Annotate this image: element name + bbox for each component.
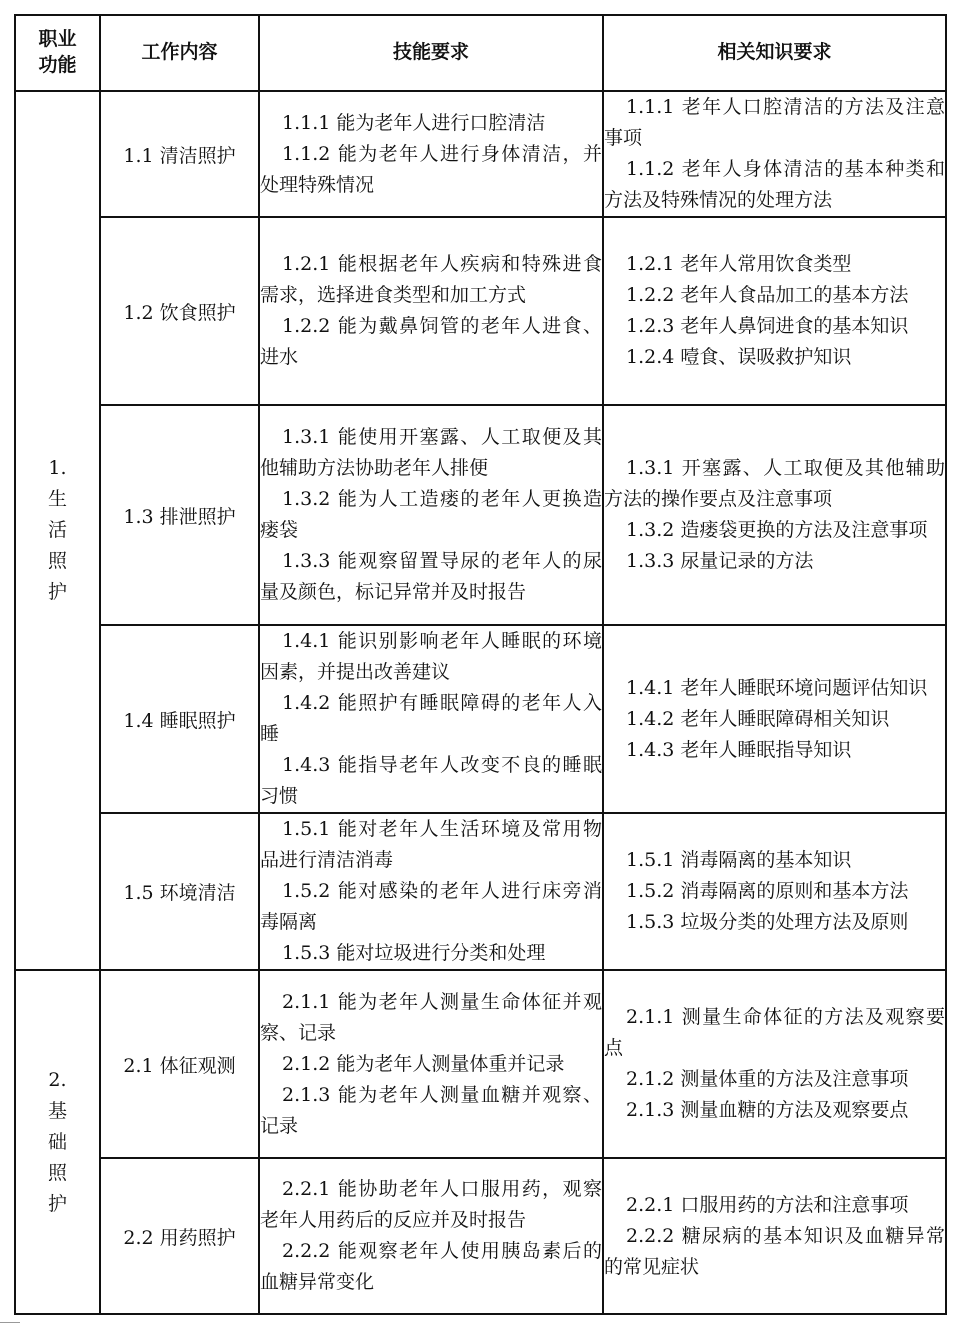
requirements-table (14, 14, 947, 1315)
skill-item: 2.1.2 能为老年人测量体重并记录 (282, 1052, 565, 1075)
function-char: 1. (48, 457, 67, 479)
knowledge-item: 1.5.1 消毒隔离的基本知识 (626, 849, 852, 871)
knowledge-cell (603, 405, 946, 625)
table-row (15, 91, 946, 217)
skill-item: 1.2.2 能为戴鼻饲管的老年人进食、进水 (260, 315, 602, 368)
skill-item: 2.2.1 能协助老年人口服用药，观察老年人用药后的反应并及时报告 (260, 1178, 602, 1231)
skill-item: 1.5.3 能对垃圾进行分类和处理 (282, 942, 546, 964)
knowledge-cell (603, 625, 946, 813)
knowledge-cell (603, 1158, 946, 1314)
function-cell-1 (15, 91, 100, 970)
knowledge-cell (603, 217, 946, 405)
knowledge-item: 1.1.1 老年人口腔清洁的方法及注意事项 (604, 96, 945, 149)
header-knowledge: 相关知识要求 (603, 15, 946, 91)
table-row (15, 813, 946, 970)
skill-cell (259, 970, 603, 1158)
knowledge-item: 1.5.3 垃圾分类的处理方法及原则 (626, 911, 909, 933)
table-row (15, 217, 946, 405)
header-work: 工作内容 (100, 15, 259, 91)
function-cell-2 (15, 970, 100, 1314)
table-row (15, 405, 946, 625)
skill-cell (259, 405, 603, 625)
knowledge-item: 1.4.2 老年人睡眠障碍相关知识 (626, 707, 890, 730)
skill-item: 1.4.3 能指导老年人改变不良的睡眠习惯 (260, 754, 602, 807)
knowledge-cell (603, 813, 946, 970)
skill-item: 1.1.2 能为老年人进行身体清洁，并处理特殊情况 (260, 142, 602, 196)
knowledge-item: 1.4.3 老年人睡眠指导知识 (626, 738, 852, 761)
knowledge-item: 2.2.1 口服用药的方法和注意事项 (626, 1193, 909, 1216)
table-row (15, 970, 946, 1158)
function-char: 基 (47, 1099, 67, 1122)
function-char: 2. (48, 1068, 67, 1091)
work-cell: 2.2 用药照护 (100, 1158, 259, 1314)
knowledge-cell (603, 91, 946, 217)
skill-item: 2.1.3 能为老年人测量血糖并观察、记录 (260, 1083, 602, 1137)
knowledge-item: 1.5.2 消毒隔离的原则和基本方法 (626, 880, 909, 902)
knowledge-item: 2.1.2 测量体重的方法及注意事项 (626, 1068, 909, 1090)
function-char: 护 (47, 581, 67, 603)
knowledge-item: 1.2.1 老年人常用饮食类型 (626, 253, 852, 275)
skill-item: 1.3.2 能为人工造瘘的老年人更换造瘘袋 (260, 488, 602, 541)
knowledge-cell (603, 970, 946, 1158)
knowledge-item: 1.3.1 开塞露、人工取便及其他辅助方法的操作要点及注意事项 (604, 457, 945, 510)
function-char: 生 (47, 488, 67, 510)
function-char: 础 (47, 1130, 67, 1153)
skill-item: 2.2.2 能观察老年人使用胰岛素后的血糖异常变化 (260, 1240, 602, 1293)
skill-item: 1.4.2 能照护有睡眠障碍的老年人入睡 (260, 692, 602, 745)
skill-item: 1.2.1 能根据老年人疾病和特殊进食需求，选择进食类型和加工方式 (260, 253, 602, 306)
knowledge-item: 2.2.2 糖尿病的基本知识及血糖异常的常见症状 (604, 1224, 945, 1278)
header-skill: 技能要求 (259, 15, 603, 91)
header-func (15, 15, 100, 91)
function-char: 护 (47, 1192, 67, 1215)
skill-item: 2.1.1 能为老年人测量生命体征并观察、记录 (260, 990, 602, 1044)
knowledge-item: 1.1.2 老年人身体清洁的基本种类和方法及特殊情况的处理方法 (604, 158, 945, 211)
knowledge-item: 2.1.1 测量生命体征的方法及观察要点 (604, 1006, 945, 1059)
function-char: 照 (47, 1161, 67, 1184)
knowledge-item: 1.3.2 造瘘袋更换的方法及注意事项 (626, 519, 928, 541)
skill-item: 1.3.3 能观察留置导尿的老年人的尿量及颜色，标记异常并及时报告 (260, 550, 602, 603)
work-cell: 1.3 排泄照护 (100, 405, 259, 625)
knowledge-item: 1.3.3 尿量记录的方法 (626, 550, 814, 572)
page-edge-mark (0, 1322, 20, 1323)
table-row (15, 1158, 946, 1314)
header-row (15, 15, 946, 91)
knowledge-item: 1.2.3 老年人鼻饲进食的基本知识 (626, 315, 909, 337)
knowledge-item: 1.2.2 老年人食品加工的基本方法 (626, 284, 909, 306)
header-func-line-1: 职业 (38, 28, 77, 51)
work-cell: 2.1 体征观测 (100, 970, 259, 1158)
header-func-line-2: 功能 (38, 54, 77, 76)
function-char: 活 (47, 519, 67, 541)
work-cell: 1.5 环境清洁 (100, 813, 259, 970)
skill-item: 1.5.1 能对老年人生活环境及常用物品进行清洁消毒 (260, 818, 602, 871)
work-cell: 1.2 饮食照护 (100, 217, 259, 405)
skill-item: 1.5.2 能对感染的老年人进行床旁消毒隔离 (260, 880, 602, 933)
table-row (15, 625, 946, 813)
skill-cell (259, 217, 603, 405)
work-cell: 1.4 睡眠照护 (100, 625, 259, 813)
skill-cell (259, 625, 603, 813)
skill-item: 1.3.1 能使用开塞露、人工取便及其他辅助方法协助老年人排便 (260, 426, 602, 479)
knowledge-item: 1.2.4 噎食、误吸救护知识 (626, 346, 852, 368)
work-cell: 1.1 清洁照护 (100, 91, 259, 217)
skill-cell (259, 1158, 603, 1314)
function-char: 照 (47, 550, 67, 572)
skill-item: 1.4.1 能识别影响老年人睡眠的环境因素，并提出改善建议 (260, 630, 602, 683)
skill-cell (259, 91, 603, 217)
knowledge-item: 2.1.3 测量血糖的方法及观察要点 (626, 1099, 909, 1121)
skill-cell (259, 813, 603, 970)
knowledge-item: 1.4.1 老年人睡眠环境问题评估知识 (626, 676, 928, 699)
skill-item: 1.1.1 能为老年人进行口腔清洁 (282, 111, 546, 134)
